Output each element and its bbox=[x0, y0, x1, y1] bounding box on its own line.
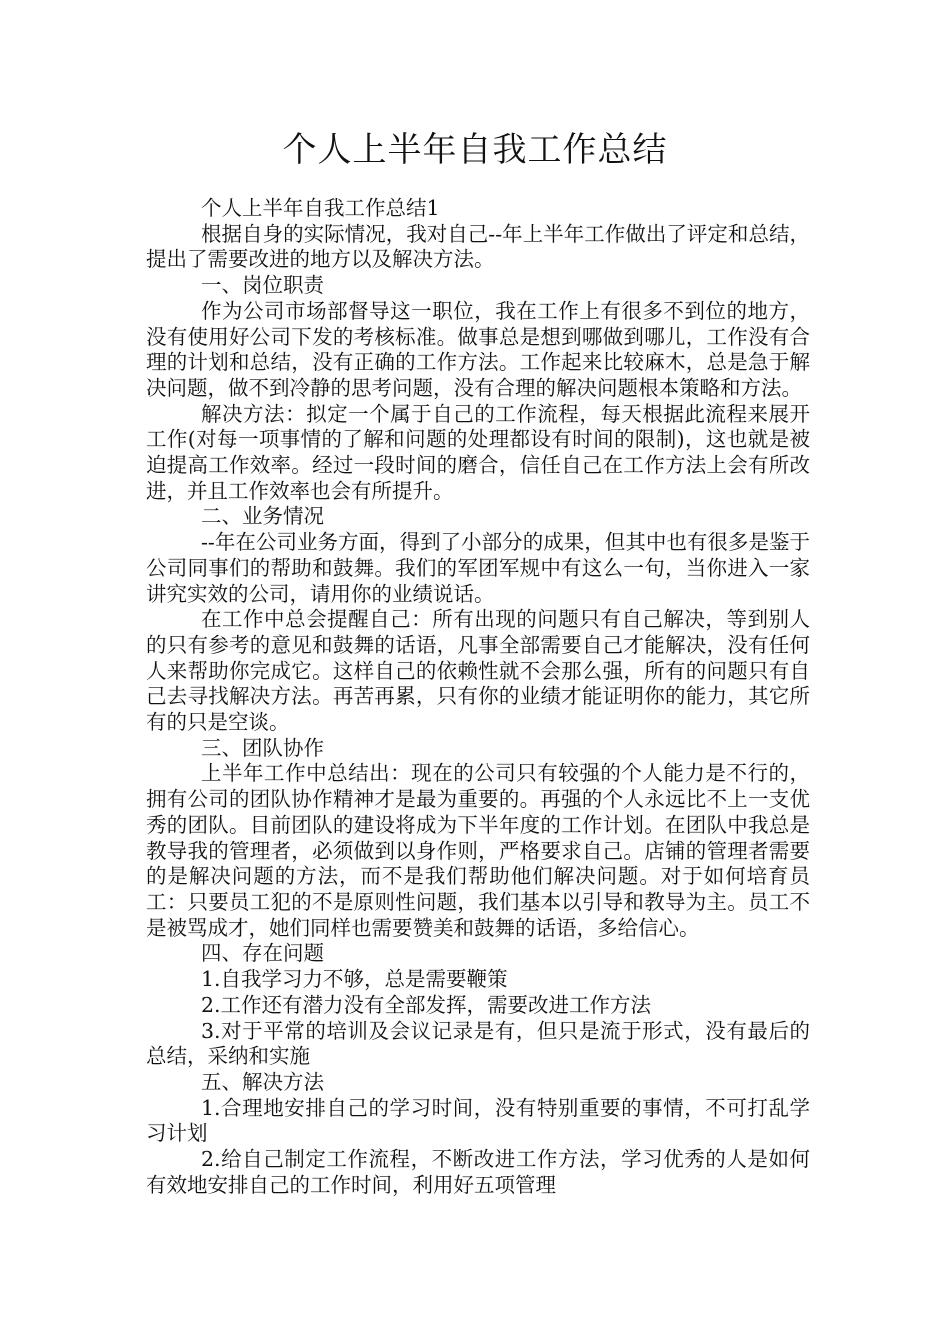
document-title: 个人上半年自我工作总结 bbox=[282, 130, 668, 170]
paragraph: 上半年工作中总结出：现在的公司只有较强的个人能力是不行的，拥有公司的团队协作精神才是最为重要的。再强的个人永远比不上一支优秀的团队。目前团队的建设将成为下半年度的工作计划。在团队中我总是教导我的管理者，必须做到以身作则，严格要求自己。店铺的管理者需要的是解决问题的方法，而不是我们帮助他们解决问题。对于如何培育员工：只要员工犯的不是原则性问题，我们基本以引导和教导为主。员工不是被骂成才，她们同样也需要赞美和鼓舞的话语，多给信心。 bbox=[146, 761, 810, 940]
section-heading: 三、团队协作 bbox=[201, 735, 324, 760]
paragraph: --年在公司业务方面，得到了小部分的成果，但其中也有很多是鉴于公司同事们的帮助和鼓舞。我们的军团军规中有这么一句，当你进入一家讲究实效的公司，请用你的业绩说话。 bbox=[146, 530, 810, 606]
paragraph: 解决方法：拟定一个属于自己的工作流程，每天根据此流程来展开工作(对每一项事情的了解和问题的处理都设有时间的限制)，这也就是被迫提高工作效率。经过一段时间的磨合，信任自己在工作方法上会有所改进，并且工作效率也会有所提升。 bbox=[146, 401, 810, 503]
list-item: 2.给自己制定工作流程，不断改进工作方法，学习优秀的人是如何有效地安排自己的工作时间，利用好五项管理 bbox=[146, 1147, 810, 1197]
section-heading: 四、存在问题 bbox=[201, 941, 324, 966]
section-heading: 个人上半年自我工作总结1 bbox=[201, 196, 440, 220]
list-item: 2.工作还有潜力没有全部发挥，需要改进工作方法 bbox=[201, 992, 652, 1017]
section-heading: 二、业务情况 bbox=[201, 504, 324, 529]
paragraph: 作为公司市场部督导这一职位，我在工作上有很多不到位的地方，没有使用好公司下发的考核标准。做事总是想到哪做到哪儿，工作没有合理的计划和总结，没有正确的工作方法。工作起来比较麻木，总是急于解决问题，做不到冷静的思考问题，没有合理的解决问题根本策略和方法。 bbox=[146, 298, 810, 400]
section-heading: 一、岗位职责 bbox=[201, 273, 324, 298]
document-body bbox=[146, 196, 810, 1198]
paragraph: 根据自身的实际情况，我对自己--年上半年工作做出了评定和总结，提出了需要改进的地方以及解决方法。 bbox=[146, 221, 810, 272]
section-heading: 五、解决方法 bbox=[201, 1069, 324, 1094]
paragraph: 在工作中总会提醒自己：所有出现的问题只有自己解决，等到别人的只有参考的意见和鼓舞的话语，凡事全部需要自己才能解决，没有任何人来帮助你完成它。这样自己的依赖性就不会那么强，所有的问题只有自己去寻找解决方法。再苦再累，只有你的业绩才能证明你的能力，其它所有的只是空谈。 bbox=[146, 607, 810, 735]
list-item: 1.自我学习力不够，总是需要鞭策 bbox=[201, 967, 508, 992]
list-item: 1.合理地安排自己的学习时间，没有特别重要的事情，不可打乱学习计划 bbox=[146, 1095, 810, 1146]
list-item: 3.对于平常的培训及会议记录是有，但只是流于形式，没有最后的总结，采纳和实施 bbox=[146, 1018, 810, 1069]
